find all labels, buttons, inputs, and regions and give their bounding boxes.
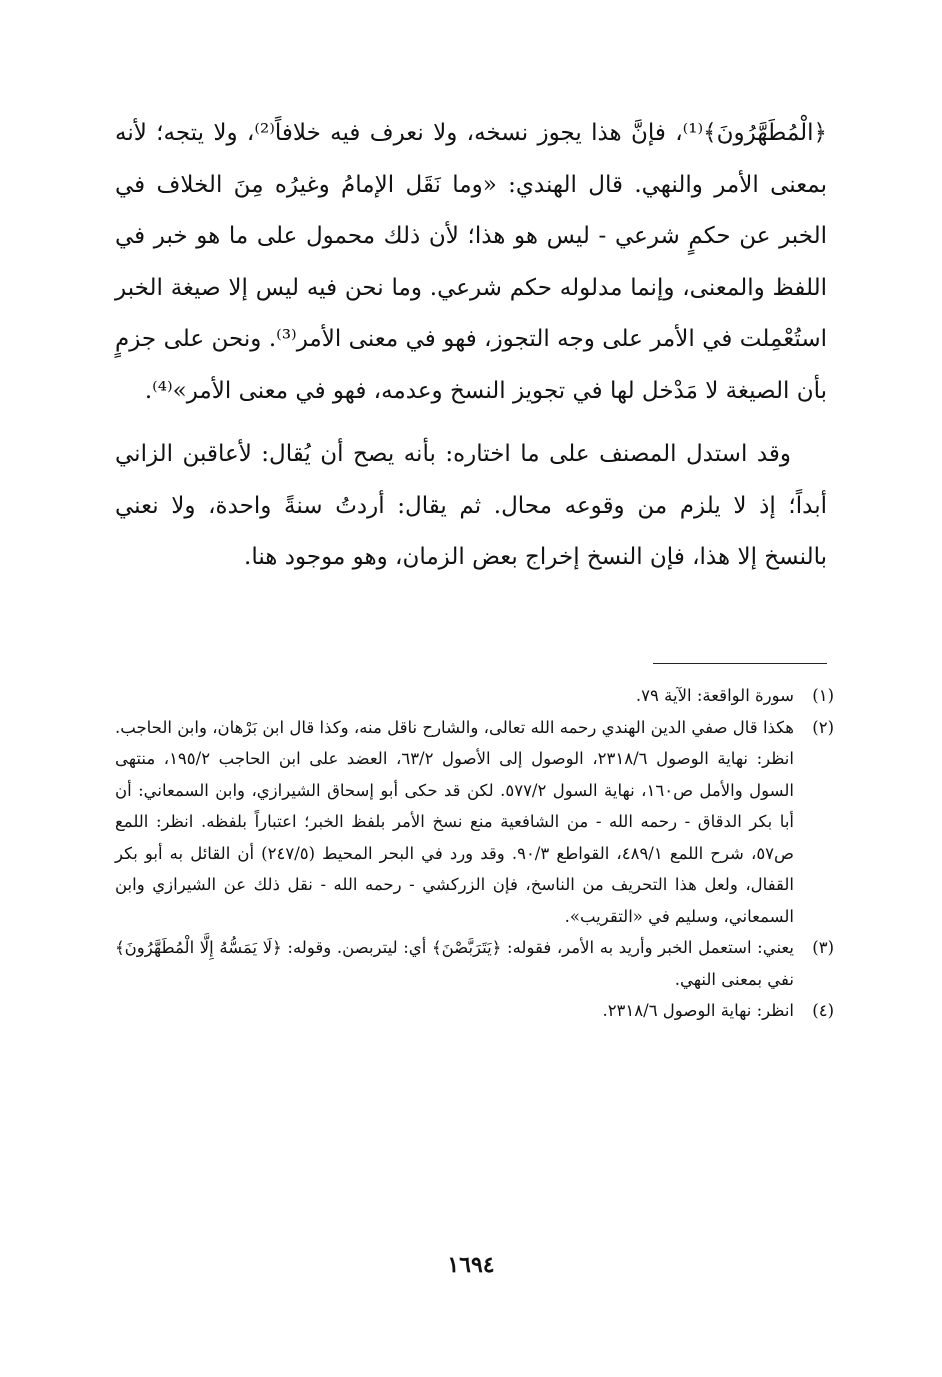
footnote-3 xyxy=(115,932,834,995)
footnote-number: (٤) xyxy=(812,1001,834,1020)
main-paragraph-1: ﴿الْمُطَهَّرُونَ﴾⁽¹⁾، فإنَّ هذا يجوز نسخه، ولا نعرف فيه خلافاً⁽²⁾، ولا يتجه؛ لأنه بمعنى الأمر والنهي. قال الهندي: «وما نَقَل الإمامُ وغيرُه مِنَ الخلاف في الخبر عن حكمٍ شرعي - ليس هو هذا؛ لأن ذلك محمول على ما هو خبر في اللفظ والمعنى، وإنما مدلوله حكم شرعي. وما نحن فيه ليس إلا صيغة الخبر استُعْمِلت في الأمر على وجه التجوز، فهو في معنى الأمر⁽³⁾. ونحن على جزمٍ بأن الصيغة لا مَدْخل لها في تجويز النسخ وعدمه، فهو في معنى الأمر»⁽⁴⁾. xyxy=(115,120,827,404)
footnote-separator xyxy=(653,663,827,664)
footnote-1 xyxy=(115,680,834,712)
page-number: ١٦٩٤ xyxy=(447,1252,495,1278)
footnote-4 xyxy=(115,995,834,1027)
footnote-number: (٣) xyxy=(812,938,834,957)
footnote-text: يعني: استعمل الخبر وأريد به الأمر، فقوله: ﴿يَتَرَبَّصْنَ﴾ أي: ليتربصن. وقوله: ﴿لَا يَمَسُّهُ إِلَّا الْمُطَهَّرُونَ﴾ نفي بمعنى النهي. xyxy=(115,938,794,989)
footnote-number: (١) xyxy=(812,686,834,705)
main-text xyxy=(115,108,827,584)
footnote-text: هكذا قال صفي الدين الهندي رحمه الله تعالى، والشارح ناقل منه، وكذا قال ابن بَرْهان، وابن الحاجب. انظر: نهاية الوصول ٢٣١٨/٦، الوصول إلى الأصول ٦٣/٢، العضد على ابن الحاجب ١٩٥/٢، منتهى السول والأمل ص١٦٠، نهاية السول ٥٧٧/٢. لكن قد حكى أبو إسحاق الشيرازي، وابن السمعاني: أن أبا بكر الدقاق - رحمه الله - من الشافعية منع نسخ الأمر بلفظ الخبر؛ اعتباراً بلفظه. انظر: اللمع ص٥٧، شرح اللمع ٤٨٩/١، القواطع ٩٠/٣. وقد ورد في البحر المحيط (٢٤٧/٥) أن القائل به أبو بكر القفال، ولعل هذا التحريف من الناسخ، فإن الزركشي - رحمه الله - نقل ذلك عن الشيرازي وابن السمعاني، وسليم في «التقريب». xyxy=(115,717,794,926)
footnote-text: سورة الواقعة: الآية ٧٩. xyxy=(635,686,794,705)
footnote-number: (٢) xyxy=(812,717,834,737)
footnotes xyxy=(115,680,834,1027)
footnote-2 xyxy=(115,712,834,933)
main-paragraph-2: وقد استدل المصنف على ما اختاره: بأنه يصح أن يُقال: لأعاقبن الزاني أبداً؛ إذ لا يلزم من وقوعه محال. ثم يقال: أردتُ سنةً واحدة، ولا نعني بالنسخ إلا هذا، فإن النسخ إخراج بعض الزمان، وهو موجود هنا. xyxy=(115,441,827,570)
footnote-text: انظر: نهاية الوصول ٢٣١٨/٦. xyxy=(602,1001,794,1020)
